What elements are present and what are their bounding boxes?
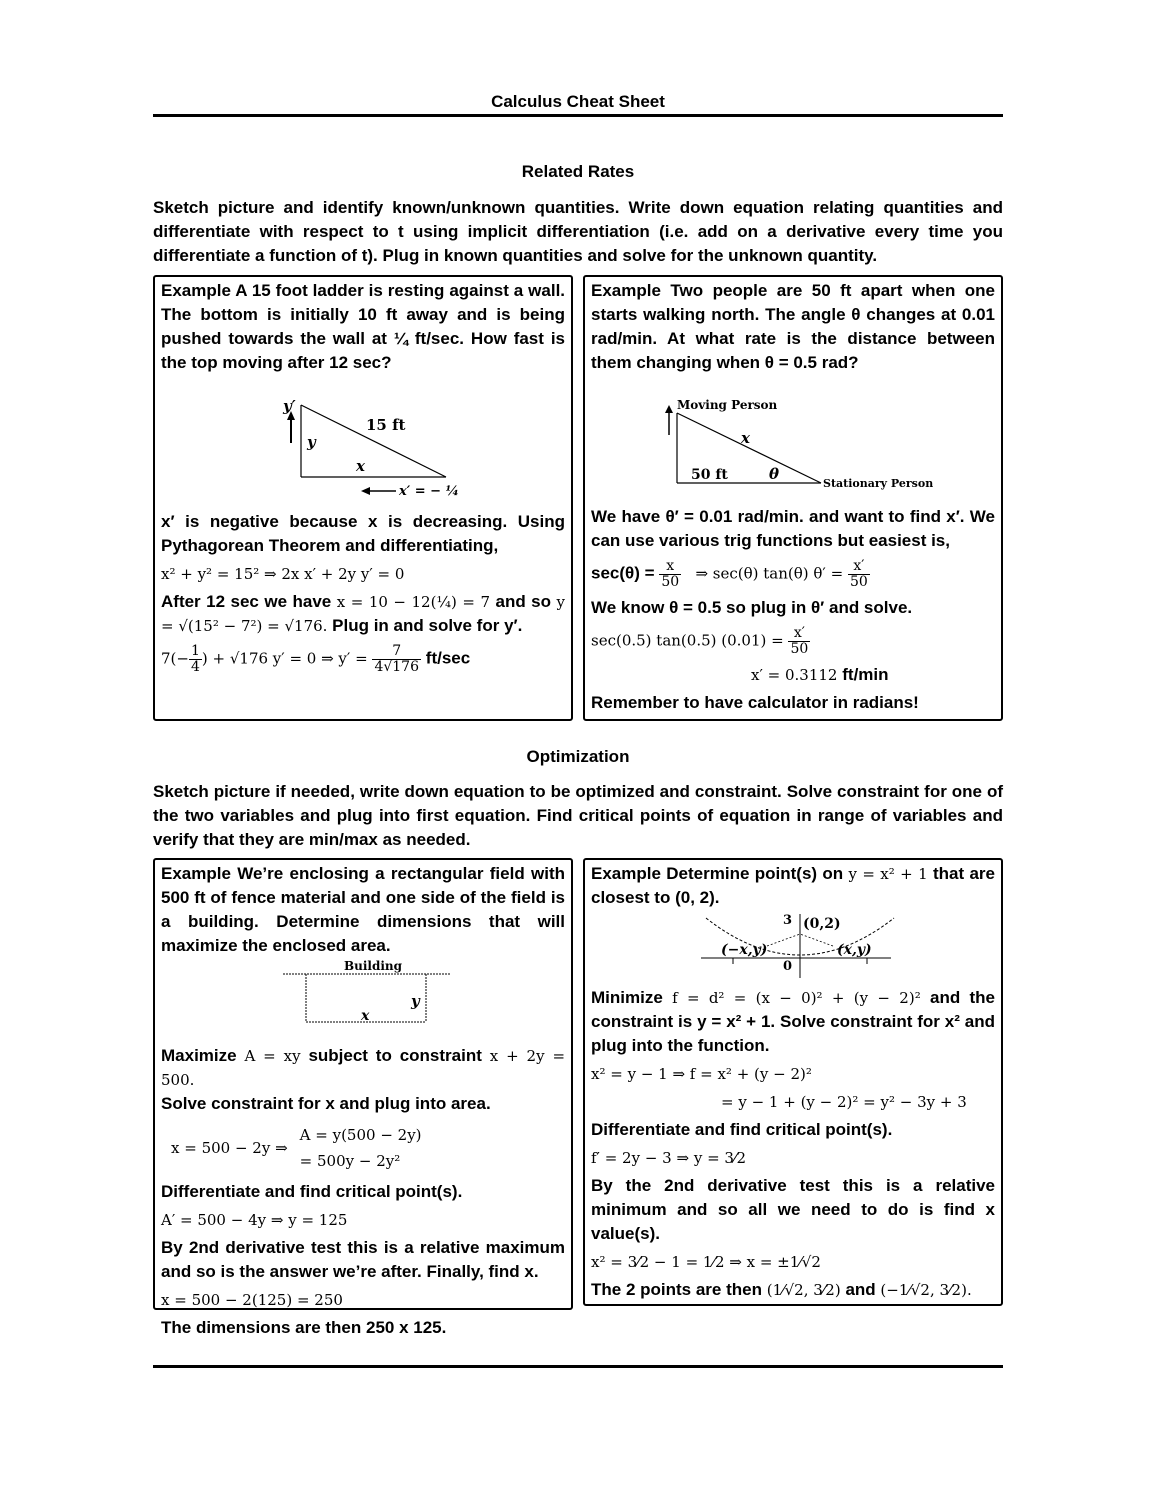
- field-text2: Solve constraint for x and plug into area.: [161, 1094, 491, 1113]
- people-eq2: sec(0.5) tan(0.5) (0.01) = $\frac{x'}{50}$: [591, 625, 809, 657]
- field-example-box: [153, 858, 573, 1337]
- people-text2: We know θ = 0.5 so plug in θ′ and solve.: [591, 598, 913, 617]
- field-eq1: x = 500 − 2y ⇒ A = y(500 − 2y) = 500y − 2y²: [171, 1126, 422, 1170]
- field-eq3: x = 500 − 2(125) = 250: [161, 1291, 343, 1309]
- field-text5: The dimensions are then 250 x 125.: [161, 1318, 447, 1337]
- fig-building: Building: [344, 959, 403, 973]
- header-rule: [153, 114, 1003, 117]
- points-problem: Example Determine point(s) on y = x² + 1 that are closest to (0, 2).: [591, 864, 995, 907]
- fig-field-y: y: [411, 992, 420, 1010]
- field-figure: [161, 958, 565, 1044]
- field-eq2: A′ = 500 − 4y ⇒ y = 125: [161, 1211, 348, 1229]
- points-text3: By the 2nd derivative test this is a relative minimum and so all we need to do is find x value(s).: [591, 1176, 995, 1243]
- ladder-eq1: x² + y² = 15² ⇒ 2x x′ + 2y y′ = 0: [161, 565, 405, 583]
- optimization-title: Optimization: [526, 747, 630, 766]
- ladder-eq4: 7(− $\frac{1}{4}$ ) + √176 y′ = 0 ⇒ y′ = $\frac{7}{4√176}$ ft/sec: [161, 643, 471, 675]
- fig-y-prime: y′: [283, 397, 296, 415]
- fig-moving: Moving Person: [677, 398, 778, 412]
- points-eq3: = y − 1 + (y − 2)² = y² − 3y + 3: [721, 1093, 967, 1111]
- fig-x2: x: [741, 429, 750, 447]
- ladder-figure: [161, 375, 565, 510]
- people-eq3: x′ = 0.3112 ft/min: [751, 665, 889, 684]
- people-figure: [591, 375, 995, 505]
- ladder-example-box: [153, 275, 573, 721]
- related-rates-title: Related Rates: [521, 162, 635, 181]
- fig-02: (0,2): [803, 916, 841, 932]
- fig-x: x: [356, 457, 365, 475]
- points-text4: The 2 points are then (1⁄√2, 3⁄2) and (−1⁄√2, 3⁄2).: [591, 1280, 972, 1299]
- points-eq2: x² = y − 1 ⇒ f = x² + (y − 2)²: [591, 1065, 812, 1083]
- people-example-box: [583, 275, 1003, 721]
- fig-stationary: Stationary Person: [823, 477, 934, 490]
- optimization-intro: Sketch picture if needed, write down equation to be optimized and constraint. Solve constraint for one of the two variables and plug into first equation. Find critical points of equation in range of variables and verify that they are min/max as needed.: [153, 782, 1003, 849]
- field-problem: Example We’re enclosing a rectangular field with 500 ft of fence material and one side of the field is a building. Determine dimensions that will maximize the enclosed area.: [161, 864, 565, 955]
- field-text4: By 2nd derivative test this is a relative maximum and so is the answer we’re after. Finally, find x.: [161, 1238, 565, 1281]
- people-eq1: sec(θ) = $\frac{x}{50}$ ⇒ sec(θ) tan(θ) θ′ = $\frac{x'}{50}$: [591, 558, 868, 590]
- fig-left-pt: (−x,y): [721, 942, 768, 958]
- fig-field-x: x: [361, 1008, 370, 1024]
- points-eq4: f′ = 2y − 3 ⇒ y = 3⁄2: [591, 1149, 747, 1167]
- points-text2: Differentiate and find critical point(s).: [591, 1120, 893, 1139]
- parabola-figure: [591, 906, 995, 986]
- field-text3: Differentiate and find critical point(s).: [161, 1182, 463, 1201]
- ladder-text1: x′ is negative because x is decreasing. Using Pythagorean Theorem and differentiating,: [161, 512, 565, 555]
- page-title: Calculus Cheat Sheet: [491, 92, 665, 111]
- people-problem: Example Two people are 50 ft apart when one starts walking north. The angle θ changes at 0.01 rad/min. At what rate is the distance between them changing when θ = 0.5 rad?: [591, 281, 995, 372]
- points-text1: Minimize f = d² = (x − 0)² + (y − 2)² and the constraint is y = x² + 1. Solve constraint for x² and plug into the function.: [591, 988, 995, 1055]
- fig-right-pt: (x,y): [837, 942, 872, 958]
- fig-0: 0: [783, 959, 793, 974]
- fig-rate: x′ = − ¼: [399, 484, 460, 499]
- ladder-text2: After 12 sec we have x = 10 − 12(¼) = 7 and so y = √(15² − 7²) = √176. Plug in and solve for y′.: [161, 592, 565, 635]
- footer-rule: [153, 1365, 1003, 1368]
- fig-theta: θ: [769, 465, 780, 483]
- fig-50: 50 ft: [691, 467, 728, 483]
- fig-hyp: 15 ft: [366, 416, 406, 434]
- points-example-box: [583, 858, 1003, 1306]
- related-rates-intro: Sketch picture and identify known/unknown quantities. Write down equation relating quantities and differentiate with respect to t using implicit differentiation (i.e. add on a derivative every time you differentiate a function of t). Plug in known quantities and solve for the unknown quantity.: [153, 198, 1003, 265]
- fig-3: 3: [783, 913, 793, 928]
- fig-y: y: [307, 433, 316, 451]
- ladder-problem: Example A 15 foot ladder is resting against a wall. The bottom is initially 10 ft away and is being pushed towards the wall at ¼ ft/sec. How fast is the top moving after 12 sec?: [161, 281, 566, 372]
- people-text3: Remember to have calculator in radians!: [591, 693, 919, 712]
- points-eq5: x² = 3⁄2 − 1 = 1⁄2 ⇒ x = ±1⁄√2: [591, 1253, 821, 1271]
- field-text1: Maximize A = xy subject to constraint x + 2y = 500.: [161, 1046, 566, 1089]
- people-text1: We have θ′ = 0.01 rad/min. and want to find x′. We can use various trig functions but easiest is,: [591, 507, 995, 550]
